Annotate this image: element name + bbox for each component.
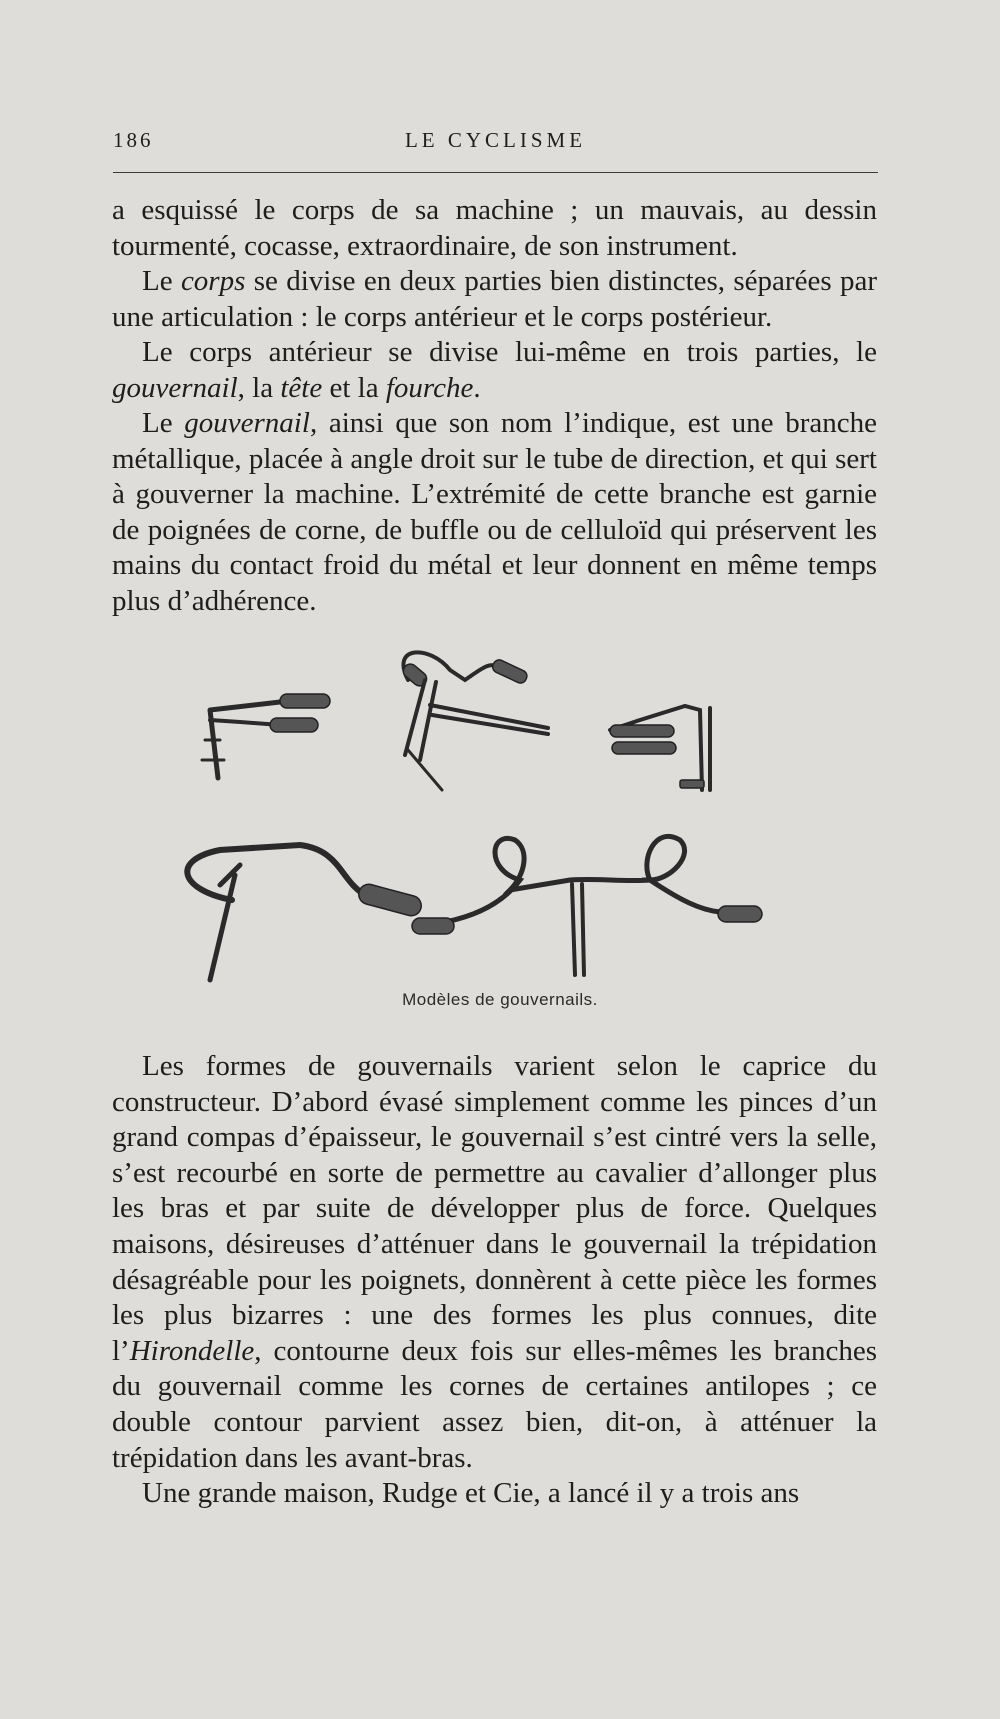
text-run: Les formes de gouvernails varient selon le caprice du constructeur. D’abord évasé simplement comme les pinces d’un grand compas d’épaisseur, le gouvernail s’est cintré vers la selle, s’est recourbé en sorte de permettre au cavalier d’allonger plus les bras et par suite de développer plus de force. Quelques maisons, désireuses d’atténuer dans le gouvernail la trépidation désagréable pour les poignets, donnèrent à cette pièce les formes les plus bizarres : une des formes les plus connues, dite l’ (112, 1050, 877, 1367)
italic-text: gouvernail (184, 407, 310, 439)
text-run: Le (142, 407, 185, 439)
handlebar-model-2 (401, 652, 548, 790)
handlebar-model-1 (202, 694, 330, 778)
text-run: , ainsi que son nom l’indique, est une branche métallique, placée à angle droit sur le tube de direction, et qui sert à gouverner la machine. L’extrémité de cette branche est garnie de poignées de corne, de buffle ou de celluloïd qui préservent les mains du contact froid du métal et leur donnent en même temps plus d’adhérence. (112, 407, 877, 617)
figure-caption: Modèles de gouvernails. (402, 990, 598, 1009)
text-run: Le (142, 265, 181, 297)
text-block-bottom (112, 1049, 877, 1512)
italic-text: corps (180, 265, 246, 297)
text-run: , la (237, 371, 281, 404)
handlebar-model-4 (187, 845, 423, 980)
handlebar-illustration (180, 650, 820, 990)
running-head: LE CYCLISME (404, 128, 587, 152)
italic-text: fourche (385, 371, 474, 404)
text-run: se divise en deux parties bien distinctes, séparées par une articulation : le corps antérieur et le corps postérieur. (112, 265, 877, 333)
text-block-top (112, 193, 877, 619)
paragraph (112, 264, 877, 335)
handlebar-model-3 (610, 706, 710, 790)
page-number: 186 (113, 128, 154, 152)
paragraph (112, 1049, 877, 1476)
text-run: a esquissé le corps de sa machine ; un mauvais, au dessin tourmenté, cocasse, extraordinaire, de son instrument. (112, 194, 877, 262)
text-run: , contourne deux fois sur elles-mêmes les branches du gouvernail comme les cornes de certaines antilopes ; ce double contour parvient assez bien, dit-on, à atténuer la trépidation dans les avant-bras. (112, 1334, 877, 1474)
text-run: Le corps antérieur se divise lui-même en trois parties, le (142, 336, 877, 368)
paragraph (112, 1476, 877, 1512)
page-header (113, 128, 878, 162)
header-rule (113, 172, 878, 173)
handlebar-model-5 (412, 836, 762, 975)
italic-text: gouvernail (112, 371, 238, 404)
italic-text: Hirondelle (129, 1334, 255, 1367)
paragraph (112, 406, 877, 619)
paragraph (112, 193, 877, 264)
paragraph (112, 335, 877, 406)
text-run: Une grande maison, Rudge et Cie, a lancé il y a trois ans (142, 1477, 800, 1510)
italic-text: tête (280, 371, 323, 404)
text-run: . (473, 371, 481, 404)
text-run: et la (322, 371, 386, 404)
